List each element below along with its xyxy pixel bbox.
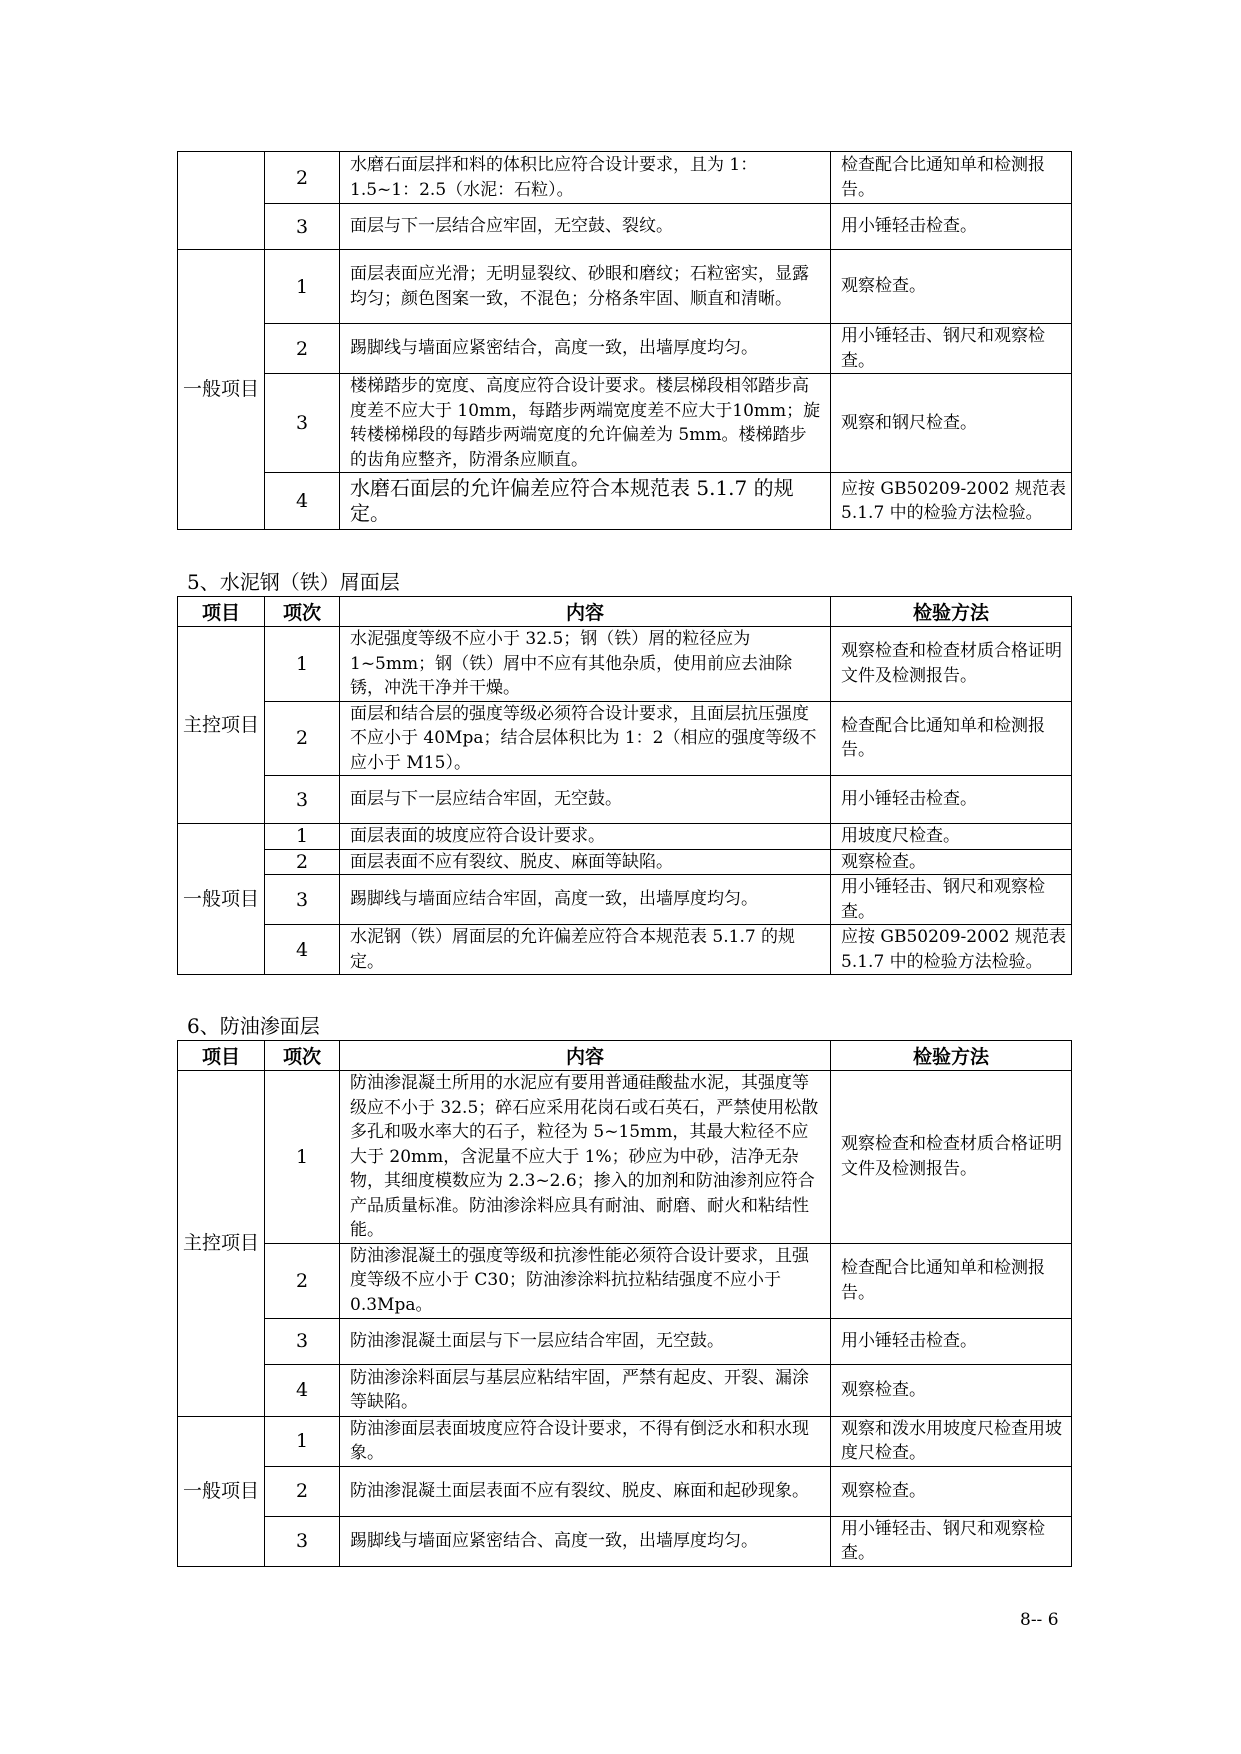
table-row <box>178 1318 1072 1364</box>
header-content: 内容 <box>340 1041 831 1071</box>
row-number: 2 <box>265 849 340 875</box>
row-number: 1 <box>265 627 340 702</box>
row-number: 2 <box>265 1243 340 1318</box>
row-number: 4 <box>265 473 340 530</box>
section-title: 6、防油渗面层 <box>187 1014 320 1038</box>
row-method: 观察和泼水用坡度尺检查用坡度尺检查。 <box>831 1416 1072 1466</box>
row-number: 1 <box>265 1416 340 1466</box>
table-header-row <box>178 1041 1072 1071</box>
row-method: 检查配合比通知单和检测报告。 <box>831 701 1072 776</box>
category-label-general: 一般项目 <box>178 250 265 530</box>
row-content: 踢脚线与墙面应结合牢固，高度一致，出墙厚度均匀。 <box>340 875 831 925</box>
row-method: 观察检查和检查材质合格证明文件及检测报告。 <box>831 627 1072 702</box>
row-method: 观察检查。 <box>831 1364 1072 1416</box>
row-number: 1 <box>265 824 340 850</box>
row-method: 应按 GB50209-2002 规范表 5.1.7 中的检验方法检验。 <box>831 473 1072 530</box>
row-content: 水泥钢（铁）屑面层的允许偏差应符合本规范表 5.1.7 的规定。 <box>340 925 831 975</box>
row-content: 面层表面不应有裂纹、脱皮、麻面等缺陷。 <box>340 849 831 875</box>
row-method: 用小锤轻击、钢尺和观察检查。 <box>831 324 1072 374</box>
row-method: 用小锤轻击检查。 <box>831 776 1072 824</box>
table-header-row <box>178 597 1072 627</box>
row-number: 4 <box>265 925 340 975</box>
row-number: 3 <box>265 1516 340 1566</box>
row-content: 面层和结合层的强度等级必须符合设计要求，且面层抗压强度不应小于 40Mpa；结合层体积比为 1：2（相应的强度等级不应小于 M15）。 <box>340 701 831 776</box>
row-content: 水磨石面层的允许偏差应符合本规范表 5.1.7 的规定。 <box>340 473 831 530</box>
row-content: 防油渗混凝土所用的水泥应有要用普通硅酸盐水泥，其强度等级应不小于 32.5；碎石应采用花岗石或石英石，严禁使用松散多孔和吸水率大的石子，粒径为 5~15mm，其最大粒径不应大于 20mm，含泥量不应大于 1%；砂应为中砂，洁净无杂物，其细度模数应为 2.3~2.6；掺入的加剂和防油渗剂应符合产品质量标准。防油渗涂料应具有耐油、耐磨、耐火和粘结性能。 <box>340 1071 831 1244</box>
category-cell-empty <box>178 152 265 250</box>
row-content: 踢脚线与墙面应紧密结合，高度一致，出墙厚度均匀。 <box>340 324 831 374</box>
table-row <box>178 627 1072 702</box>
table-row <box>178 1364 1072 1416</box>
table-row <box>178 1071 1072 1244</box>
row-content: 防油渗混凝土面层表面不应有裂纹、脱皮、麻面和起砂现象。 <box>340 1466 831 1516</box>
row-content: 面层与下一层应结合牢固，无空鼓。 <box>340 776 831 824</box>
row-method: 用小锤轻击检查。 <box>831 1318 1072 1364</box>
row-number: 3 <box>265 374 340 473</box>
row-number: 3 <box>265 776 340 824</box>
header-method: 检验方法 <box>831 1041 1072 1071</box>
row-content: 防油渗混凝土的强度等级和抗渗性能必须符合设计要求，且强度等级不应小于 C30；防油渗涂料抗拉粘结强度不应小于 0.3Mpa。 <box>340 1243 831 1318</box>
table-row <box>178 1516 1072 1566</box>
header-index: 项次 <box>265 597 340 627</box>
row-method: 观察检查。 <box>831 849 1072 875</box>
row-content: 踢脚线与墙面应紧密结合、高度一致，出墙厚度均匀。 <box>340 1516 831 1566</box>
row-number: 1 <box>265 250 340 324</box>
row-method: 应按 GB50209-2002 规范表 5.1.7 中的检验方法检验。 <box>831 925 1072 975</box>
row-content: 面层表面应光滑；无明显裂纹、砂眼和磨纹；石粒密实，显露均匀；颜色图案一致，不混色；分格条牢固、顺直和清晰。 <box>340 250 831 324</box>
table-row <box>178 701 1072 776</box>
row-content: 防油渗面层表面坡度应符合设计要求，不得有倒泛水和积水现象。 <box>340 1416 831 1466</box>
category-label-general: 一般项目 <box>178 824 265 975</box>
row-number: 3 <box>265 875 340 925</box>
table-row <box>178 1416 1072 1466</box>
table-row <box>178 324 1072 374</box>
table-row <box>178 204 1072 250</box>
row-content: 楼梯踏步的宽度、高度应符合设计要求。楼层梯段相邻踏步高度差不应大于 10mm，每踏步两端宽度差不应大于10mm；旋转楼梯梯段的每踏步两端宽度的允许偏差为 5mm。楼梯踏步的齿角应整齐，防滑条应顺直。 <box>340 374 831 473</box>
table-section6 <box>177 1040 1072 1567</box>
table-row <box>178 1243 1072 1318</box>
table-row <box>178 473 1072 530</box>
row-content: 面层与下一层结合应牢固，无空鼓、裂纹。 <box>340 204 831 250</box>
header-content: 内容 <box>340 597 831 627</box>
category-label-main: 主控项目 <box>178 627 265 824</box>
table-row <box>178 824 1072 850</box>
row-method: 用坡度尺检查。 <box>831 824 1072 850</box>
row-content: 面层表面的坡度应符合设计要求。 <box>340 824 831 850</box>
table-row <box>178 1466 1072 1516</box>
row-method: 检查配合比通知单和检测报告。 <box>831 1243 1072 1318</box>
row-content: 水磨石面层拌和料的体积比应符合设计要求，且为 1：1.5~1：2.5（水泥：石粒）。 <box>340 152 831 204</box>
table-continuation <box>177 151 1072 530</box>
table-row <box>178 925 1072 975</box>
row-method: 观察检查。 <box>831 250 1072 324</box>
table-row <box>178 776 1072 824</box>
row-method: 用小锤轻击检查。 <box>831 204 1072 250</box>
table-section5 <box>177 596 1072 975</box>
table-row <box>178 152 1072 204</box>
row-method: 用小锤轻击、钢尺和观察检查。 <box>831 1516 1072 1566</box>
header-index: 项次 <box>265 1041 340 1071</box>
table-row <box>178 875 1072 925</box>
category-label-general: 一般项目 <box>178 1416 265 1566</box>
row-content: 防油渗混凝土面层与下一层应结合牢固，无空鼓。 <box>340 1318 831 1364</box>
header-method: 检验方法 <box>831 597 1072 627</box>
row-number: 2 <box>265 701 340 776</box>
table-row <box>178 250 1072 324</box>
header-category: 项目 <box>178 1041 265 1071</box>
table-row <box>178 849 1072 875</box>
page-number: 8-- 6 <box>1020 1610 1059 1630</box>
row-number: 3 <box>265 204 340 250</box>
row-method: 观察和钢尺检查。 <box>831 374 1072 473</box>
row-number: 4 <box>265 1364 340 1416</box>
table-row <box>178 374 1072 473</box>
row-number: 2 <box>265 324 340 374</box>
row-number: 2 <box>265 152 340 204</box>
category-label-main: 主控项目 <box>178 1071 265 1417</box>
header-category: 项目 <box>178 597 265 627</box>
row-number: 2 <box>265 1466 340 1516</box>
section-title: 5、水泥钢（铁）屑面层 <box>187 570 400 594</box>
row-method: 用小锤轻击、钢尺和观察检查。 <box>831 875 1072 925</box>
row-method: 观察检查。 <box>831 1466 1072 1516</box>
row-method: 观察检查和检查材质合格证明文件及检测报告。 <box>831 1071 1072 1244</box>
row-number: 3 <box>265 1318 340 1364</box>
row-content: 防油渗涂料面层与基层应粘结牢固，严禁有起皮、开裂、漏涂等缺陷。 <box>340 1364 831 1416</box>
row-method: 检查配合比通知单和检测报告。 <box>831 152 1072 204</box>
row-content: 水泥强度等级不应小于 32.5；钢（铁）屑的粒径应为1~5mm；钢（铁）屑中不应有其他杂质，使用前应去油除锈，冲洗干净并干燥。 <box>340 627 831 702</box>
row-number: 1 <box>265 1071 340 1244</box>
